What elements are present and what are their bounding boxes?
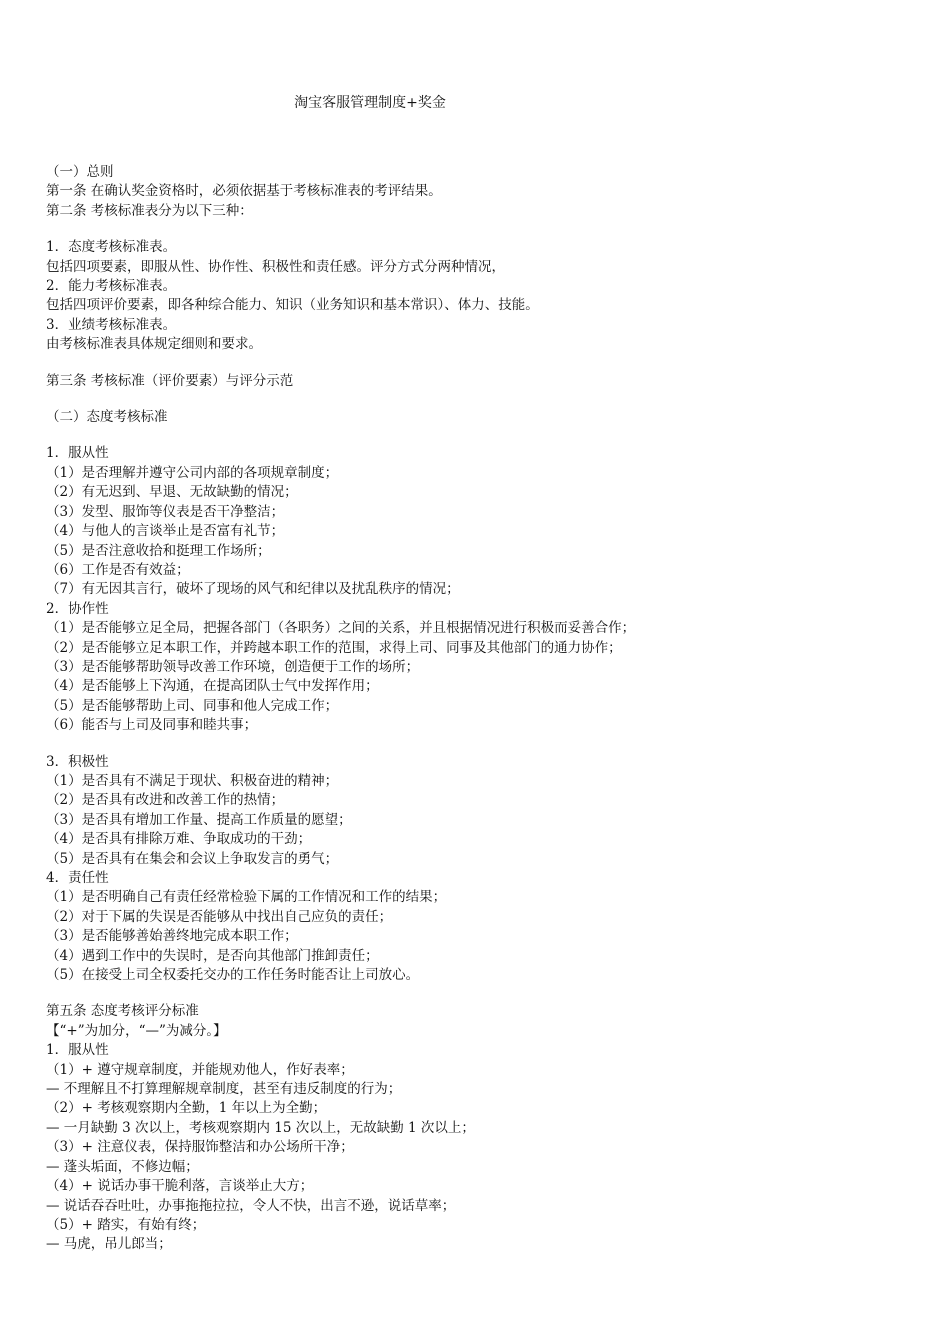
text-line: （5）是否具有在集会和会议上争取发言的勇气；: [46, 850, 339, 867]
text-line: （1）是否能够立足全局，把握各部门（各职务）之间的关系，并且根据情况进行积极而妥善合作；: [46, 620, 636, 637]
text-line: 3．业绩考核标准表。: [46, 316, 177, 333]
text-line: （6）能否与上司及同事和睦共事；: [46, 717, 258, 734]
text-line: — 马虎，吊儿郎当；: [46, 1236, 172, 1253]
text-line: 第一条 在确认奖金资格时，必须依据基于考核标准表的考评结果。: [46, 183, 442, 200]
text-line: （3）是否能够善始善终地完成本职工作；: [46, 928, 298, 945]
text-line: （7）有无因其言行，破坏了现场的风气和纪律以及扰乱秩序的情况；: [46, 581, 460, 598]
text-line: — 蓬头垢面，不修边幅；: [46, 1158, 199, 1175]
text-line: （5）是否注意收拾和挺理工作场所；: [46, 542, 271, 559]
text-line: — 一月缺勤 3 次以上，考核观察期内 15 次以上，无故缺勤 1 次以上；: [46, 1119, 475, 1136]
text-line: （2）对于下属的失误是否能够从中找出自己应负的责任；: [46, 908, 393, 925]
text-line: （2）是否能够立足本职工作，并跨越本职工作的范围，求得上司、同事及其他部门的通力协作；: [46, 639, 622, 656]
paragraph-spacer: [46, 427, 926, 444]
document-title: 淘宝客服管理制度+奖金: [294, 95, 446, 111]
text-line: 2．协作性: [46, 600, 109, 617]
text-line: （4）是否具有排除万难、争取成功的干劲；: [46, 831, 312, 848]
text-line: 由考核标准表具体规定细则和要求。: [46, 336, 262, 353]
text-line: 包括四项评价要素，即各种综合能力、知识（业务知识和基本常识）、体力、技能。: [46, 297, 539, 314]
text-line: （1）是否具有不满足于现状、积极奋进的精神；: [46, 772, 339, 789]
document-body: [46, 163, 926, 1255]
text-line: （1）+ 遵守规章制度，并能规劝他人，作好表率；: [46, 1061, 354, 1078]
text-line: 第二条 考核标准表分为以下三种：: [46, 202, 253, 219]
text-line: 1．服从性: [46, 445, 109, 462]
text-line: （3）是否具有增加工作量、提高工作质量的愿望；: [46, 811, 352, 828]
paragraph-spacer: [46, 221, 926, 238]
text-line: （4）遇到工作中的失误时，是否向其他部门推卸责任；: [46, 947, 379, 964]
text-line: （二）态度考核标准: [46, 409, 168, 426]
text-line: 【“+”为加分，“—”为减分。】: [46, 1022, 227, 1039]
text-line: 包括四项要素，即服从性、协作性、积极性和责任感。评分方式分两种情况，: [46, 258, 505, 275]
text-line: （4）是否能够上下沟通，在提高团队士气中发挥作用；: [46, 678, 379, 695]
text-line: （3）是否能够帮助领导改善工作环境，创造便于工作的场所；: [46, 658, 420, 675]
text-line: （3）发型、服饰等仪表是否干净整洁；: [46, 503, 285, 520]
text-line: （4）+ 说话办事干脆利落，言谈举止大方；: [46, 1178, 314, 1195]
text-line: 3．积极性: [46, 753, 109, 770]
text-line: （6）工作是否有效益；: [46, 561, 190, 578]
text-line: （2）+ 考核观察期内全勤，1 年以上为全勤；: [46, 1100, 327, 1117]
text-line: （5）+ 踏实，有始有终；: [46, 1216, 206, 1233]
text-line: （1）是否明确自己有责任经常检验下属的工作情况和工作的结果；: [46, 889, 447, 906]
text-line: （3）+ 注意仪表，保持服饰整洁和办公场所干净；: [46, 1139, 354, 1156]
text-line: （2）有无迟到、早退、无故缺勤的情况；: [46, 484, 298, 501]
text-line: （1）是否理解并遵守公司内部的各项规章制度；: [46, 464, 339, 481]
text-line: （5）是否能够帮助上司、同事和他人完成工作；: [46, 697, 339, 714]
paragraph-spacer: [46, 736, 926, 753]
text-line: （一）总则: [46, 164, 114, 180]
text-line: （5）在接受上司全权委托交办的工作任务时能否让上司放心。: [46, 967, 420, 984]
paragraph-spacer: [46, 391, 926, 408]
paragraph-spacer: [46, 355, 926, 372]
text-line: 1．态度考核标准表。: [46, 239, 177, 256]
text-line: 第五条 态度考核评分标准: [46, 1003, 199, 1020]
text-line: 1．服从性: [46, 1042, 109, 1059]
paragraph-spacer: [46, 985, 926, 1002]
text-line: 4．责任性: [46, 870, 109, 886]
text-line: — 说话吞吞吐吐，办事拖拖拉拉，令人不快，出言不逊，说话草率；: [46, 1197, 456, 1214]
text-line: （4）与他人的言谈举止是否富有礼节；: [46, 523, 285, 540]
text-line: — 不理解且不打算理解规章制度，甚至有违反制度的行为；: [46, 1081, 402, 1098]
text-line: （2）是否具有改进和改善工作的热情；: [46, 792, 285, 809]
text-line: 2．能力考核标准表。: [46, 278, 177, 295]
text-line: 第三条 考核标准（评价要素）与评分示范: [46, 372, 294, 389]
